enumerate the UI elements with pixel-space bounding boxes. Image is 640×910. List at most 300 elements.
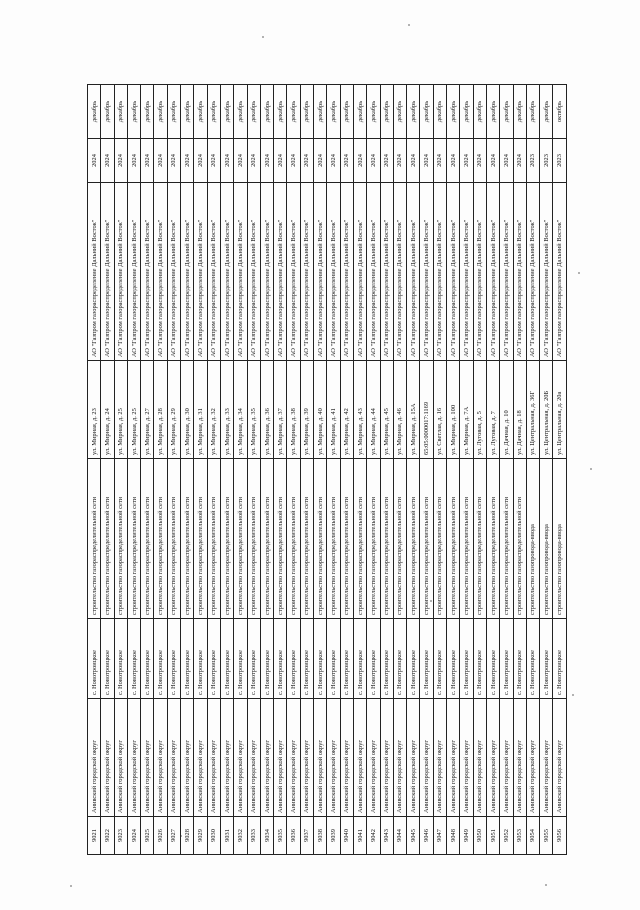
row-company: АО "Газпром газораспределение Дальний Восток" [88,183,101,361]
row-month: декабрь [327,85,340,139]
row-work-type: строительство газораспределительной сети [473,459,486,619]
row-month: декабрь [420,85,433,139]
row-number: 9055 [540,817,553,855]
table-row [407,85,420,855]
row-month: декабрь [433,85,446,139]
table-row [101,85,114,855]
scan-speck [578,272,580,274]
row-work-type: строительство газопровода-ввода [540,459,553,619]
row-month: декабрь [207,85,220,139]
row-district: Анивский городской округ [127,699,140,817]
row-company: АО "Газпром газораспределение Дальний Восток" [420,183,433,361]
row-company: АО "Газпром газораспределение Дальний Восток" [141,183,154,361]
table-row [274,85,287,855]
row-month: декабрь [380,85,393,139]
row-settlement: с. Новотроицкое [447,619,460,699]
table-row [194,85,207,855]
row-settlement: с. Новотроицкое [88,619,101,699]
row-district: Анивский городской округ [260,699,273,817]
scan-speck [70,885,72,887]
row-address: ул. Центральная, д. 36Г [526,361,539,459]
row-year: 2024 [101,139,114,183]
table-row [367,85,380,855]
row-company: АО "Газпром газораспределение Дальний Восток" [553,183,566,361]
row-year: 2024 [127,139,140,183]
row-address: ул. Мирная, д. 39 [300,361,313,459]
row-district: Анивский городской округ [407,699,420,817]
row-address: ул. Мирная, д. 28 [154,361,167,459]
row-company: АО "Газпром газораспределение Дальний Восток" [220,183,233,361]
row-year: 2024 [367,139,380,183]
row-district: Анивский городской округ [207,699,220,817]
row-district: Анивский городской округ [526,699,539,817]
row-month: декабрь [513,85,526,139]
row-address: 65:05:0000017:1169 [420,361,433,459]
row-settlement: с. Новотроицкое [486,619,499,699]
row-year: 2024 [287,139,300,183]
row-year: 2024 [300,139,313,183]
row-work-type: строительство газораспределительной сети [127,459,140,619]
row-month: декабрь [353,85,366,139]
row-company: АО "Газпром газораспределение Дальний Восток" [274,183,287,361]
row-district: Анивский городской округ [553,699,566,817]
row-number: 9043 [380,817,393,855]
row-company: АО "Газпром газораспределение Дальний Восток" [207,183,220,361]
table-row [340,85,353,855]
row-number: 9041 [353,817,366,855]
row-company: АО "Газпром газораспределение Дальний Восток" [367,183,380,361]
row-settlement: с. Новотроицкое [367,619,380,699]
row-work-type: строительство газораспределительной сети [274,459,287,619]
row-district: Анивский городской округ [486,699,499,817]
row-district: Анивский городской округ [154,699,167,817]
row-month: октябрь [553,85,566,139]
row-district: Анивский городской округ [327,699,340,817]
row-number: 9040 [340,817,353,855]
row-number: 9022 [101,817,114,855]
row-settlement: с. Новотроицкое [300,619,313,699]
row-address: ул. Мирная, д. 100 [447,361,460,459]
table-row [327,85,340,855]
row-work-type: строительство газораспределительной сети [194,459,207,619]
row-number: 9049 [460,817,473,855]
row-settlement: с. Новотроицкое [500,619,513,699]
row-work-type: строительство газораспределительной сети [460,459,473,619]
row-address: ул. Луговая, д. 7 [486,361,499,459]
row-company: АО "Газпром газораспределение Дальний Восток" [473,183,486,361]
row-number: 9028 [181,817,194,855]
row-address: ул. Мирная, д. 25 [114,361,127,459]
row-settlement: с. Новотроицкое [167,619,180,699]
row-settlement: с. Новотроицкое [207,619,220,699]
row-year: 2024 [207,139,220,183]
row-year: 2024 [260,139,273,183]
table-row [540,85,553,855]
row-work-type: строительство газораспределительной сети [234,459,247,619]
row-address: ул. Мирная, д. 31 [194,361,207,459]
row-number: 9033 [247,817,260,855]
row-company: АО "Газпром газораспределение Дальний Восток" [460,183,473,361]
row-address: ул. Центральная, д. 20Б [540,361,553,459]
row-address: ул. Мирная, д. 41 [327,361,340,459]
table-row [181,85,194,855]
row-year: 2024 [353,139,366,183]
row-district: Анивский городской округ [314,699,327,817]
row-month: декабрь [127,85,140,139]
row-work-type: строительство газораспределительной сети [486,459,499,619]
row-company: АО "Газпром газораспределение Дальний Восток" [181,183,194,361]
row-address: ул. Мирная, д. 32 [207,361,220,459]
row-address: ул. Мирная, д. 42 [340,361,353,459]
row-year: 2024 [340,139,353,183]
row-address: ул. Мирная, д. 33 [220,361,233,459]
row-company: АО "Газпром газораспределение Дальний Восток" [247,183,260,361]
row-month: декабрь [260,85,273,139]
row-settlement: с. Новотроицкое [327,619,340,699]
row-work-type: строительство газораспределительной сети [500,459,513,619]
row-work-type: строительство газораспределительной сети [247,459,260,619]
row-settlement: с. Новотроицкое [114,619,127,699]
row-settlement: с. Новотроицкое [127,619,140,699]
row-year: 2024 [154,139,167,183]
row-work-type: строительство газораспределительной сети [154,459,167,619]
row-month: декабрь [407,85,420,139]
row-year: 2024 [247,139,260,183]
table-row [393,85,406,855]
row-work-type: строительство газораспределительной сети [353,459,366,619]
row-settlement: с. Новотроицкое [181,619,194,699]
row-year: 2024 [167,139,180,183]
scan-speck [572,694,574,696]
row-address: ул. Мирная, д. 37 [274,361,287,459]
row-month: декабрь [393,85,406,139]
row-year: 2024 [513,139,526,183]
row-year: 2024 [274,139,287,183]
row-company: АО "Газпром газораспределение Дальний Восток" [513,183,526,361]
row-month: декабрь [167,85,180,139]
row-number: 9037 [300,817,313,855]
row-work-type: строительство газораспределительной сети [393,459,406,619]
row-year: 2024 [380,139,393,183]
row-company: АО "Газпром газораспределение Дальний Восток" [380,183,393,361]
row-number: 9051 [486,817,499,855]
row-number: 9031 [220,817,233,855]
row-year: 2024 [486,139,499,183]
row-district: Анивский городской округ [340,699,353,817]
row-company: АО "Газпром газораспределение Дальний Восток" [234,183,247,361]
row-year: 2024 [433,139,446,183]
table-row [114,85,127,855]
row-settlement: с. Новотроицкое [220,619,233,699]
row-settlement: с. Новотроицкое [513,619,526,699]
row-address: ул. Мирная, д. 15А [407,361,420,459]
row-work-type: строительство газораспределительной сети [447,459,460,619]
row-year: 2024 [407,139,420,183]
table-row [380,85,393,855]
row-year: 2024 [141,139,154,183]
row-number: 9054 [526,817,539,855]
row-work-type: строительство газораспределительной сети [340,459,353,619]
row-settlement: с. Новотроицкое [526,619,539,699]
row-company: АО "Газпром газораспределение Дальний Восток" [314,183,327,361]
table-row [526,85,539,855]
table-row [420,85,433,855]
row-settlement: с. Новотроицкое [460,619,473,699]
row-number: 9027 [167,817,180,855]
row-year: 2024 [234,139,247,183]
row-number: 9036 [287,817,300,855]
row-address: ул. Дачная, д. 18 [513,361,526,459]
row-year: 2024 [114,139,127,183]
row-number: 9042 [367,817,380,855]
table-row [447,85,460,855]
row-month: декабрь [114,85,127,139]
rotated-table-frame [87,85,564,855]
row-address: ул. Мирная, д. 7А [460,361,473,459]
row-number: 9056 [553,817,566,855]
row-company: АО "Газпром газораспределение Дальний Восток" [540,183,553,361]
row-company: АО "Газпром газораспределение Дальний Восток" [260,183,273,361]
row-company: АО "Газпром газораспределение Дальний Восток" [114,183,127,361]
row-year: 2024 [420,139,433,183]
row-settlement: с. Новотроицкое [380,619,393,699]
table-row [287,85,300,855]
table-rotation-wrapper [87,85,564,855]
row-settlement: с. Новотроицкое [260,619,273,699]
row-district: Анивский городской округ [101,699,114,817]
table-row [127,85,140,855]
table-row [553,85,566,855]
row-number: 9021 [88,817,101,855]
row-month: декабрь [447,85,460,139]
row-address: ул. Мирная, д. 43 [353,361,366,459]
row-company: АО "Газпром газораспределение Дальний Восток" [154,183,167,361]
row-year: 2024 [460,139,473,183]
row-work-type: строительство газораспределительной сети [88,459,101,619]
row-company: АО "Газпром газораспределение Дальний Восток" [127,183,140,361]
row-settlement: с. Новотроицкое [101,619,114,699]
row-month: декабрь [367,85,380,139]
row-company: АО "Газпром газораспределение Дальний Восток" [407,183,420,361]
row-month: декабрь [314,85,327,139]
scan-speck [262,36,264,38]
row-settlement: с. Новотроицкое [141,619,154,699]
table-row [207,85,220,855]
row-address: ул. Мирная, д. 36 [260,361,273,459]
row-district: Анивский городской округ [167,699,180,817]
row-number: 9025 [141,817,154,855]
row-work-type: строительство газораспределительной сети [220,459,233,619]
row-work-type: строительство газораспределительной сети [433,459,446,619]
row-district: Анивский городской округ [300,699,313,817]
row-settlement: с. Новотроицкое [247,619,260,699]
row-company: АО "Газпром газораспределение Дальний Восток" [340,183,353,361]
row-settlement: с. Новотроицкое [540,619,553,699]
row-work-type: строительство газораспределительной сети [513,459,526,619]
table-row [473,85,486,855]
row-number: 9026 [154,817,167,855]
row-year: 2024 [500,139,513,183]
row-number: 9047 [433,817,446,855]
works-table-body [88,85,567,855]
row-number: 9030 [207,817,220,855]
row-district: Анивский городской округ [287,699,300,817]
row-address: ул. Дачная, д. 10 [500,361,513,459]
row-settlement: с. Новотроицкое [287,619,300,699]
row-address: ул. Центральная, д. 20а [553,361,566,459]
row-work-type: строительство газораспределительной сети [407,459,420,619]
row-month: декабрь [274,85,287,139]
row-company: АО "Газпром газораспределение Дальний Восток" [287,183,300,361]
row-company: АО "Газпром газораспределение Дальний Восток" [500,183,513,361]
row-address: ул. Мирная, д. 46 [393,361,406,459]
row-work-type: строительство газораспределительной сети [420,459,433,619]
row-company: АО "Газпром газораспределение Дальний Восток" [353,183,366,361]
row-number: 9050 [473,817,486,855]
row-month: декабрь [486,85,499,139]
row-company: АО "Газпром газораспределение Дальний Восток" [327,183,340,361]
row-number: 9044 [393,817,406,855]
row-month: декабрь [234,85,247,139]
row-month: декабрь [340,85,353,139]
row-district: Анивский городской округ [141,699,154,817]
row-company: АО "Газпром газораспределение Дальний Восток" [433,183,446,361]
row-year: 2024 [473,139,486,183]
row-month: декабрь [526,85,539,139]
row-company: АО "Газпром газораспределение Дальний Восток" [300,183,313,361]
row-year: 2024 [88,139,101,183]
row-work-type: строительство газораспределительной сети [327,459,340,619]
row-month: декабрь [141,85,154,139]
row-company: АО "Газпром газораспределение Дальний Восток" [486,183,499,361]
row-year: 2024 [220,139,233,183]
row-work-type: строительство газопровода-ввода [553,459,566,619]
row-address: ул. Мирная, д. 23 [88,361,101,459]
row-district: Анивский городской округ [353,699,366,817]
row-address: ул. Мирная, д. 25 [127,361,140,459]
row-settlement: с. Новотроицкое [353,619,366,699]
row-year: 2024 [194,139,207,183]
row-month: декабрь [540,85,553,139]
row-work-type: строительство газораспределительной сети [314,459,327,619]
row-address: ул. Мирная, д. 45 [380,361,393,459]
row-settlement: с. Новотроицкое [407,619,420,699]
row-year: 2023 [553,139,566,183]
row-number: 9029 [194,817,207,855]
row-address: ул. Мирная, д. 44 [367,361,380,459]
row-month: декабрь [300,85,313,139]
row-month: декабрь [88,85,101,139]
table-row [500,85,513,855]
row-work-type: строительство газораспределительной сети [181,459,194,619]
row-work-type: строительство газораспределительной сети [114,459,127,619]
works-table [87,84,567,855]
row-number: 9052 [500,817,513,855]
row-year: 2024 [181,139,194,183]
row-year: 2023 [526,139,539,183]
table-row [314,85,327,855]
row-number: 9039 [327,817,340,855]
row-address: ул. Луговая, д. 5 [473,361,486,459]
row-work-type: строительство газораспределительной сети [207,459,220,619]
row-address: ул. Мирная, д. 29 [167,361,180,459]
row-district: Анивский городской округ [473,699,486,817]
row-work-type: строительство газораспределительной сети [260,459,273,619]
row-year: 2023 [540,139,553,183]
row-settlement: с. Новотроицкое [553,619,566,699]
row-address: ул. Мирная, д. 38 [287,361,300,459]
row-address: ул. Мирная, д. 34 [234,361,247,459]
row-district: Анивский городской округ [88,699,101,817]
row-district: Анивский городской округ [420,699,433,817]
row-work-type: строительство газораспределительной сети [167,459,180,619]
row-district: Анивский городской округ [247,699,260,817]
row-year: 2024 [314,139,327,183]
scan-speck [545,884,547,886]
row-number: 9032 [234,817,247,855]
row-work-type: строительство газораспределительной сети [380,459,393,619]
row-company: АО "Газпром газораспределение Дальний Восток" [194,183,207,361]
table-row [167,85,180,855]
row-settlement: с. Новотроицкое [154,619,167,699]
row-work-type: строительство газопровода-ввода [526,459,539,619]
row-address: ул. Светлая, д. 16 [433,361,446,459]
row-year: 2024 [393,139,406,183]
row-district: Анивский городской округ [367,699,380,817]
table-row [88,85,101,855]
table-row [460,85,473,855]
row-number: 9038 [314,817,327,855]
row-number: 9034 [260,817,273,855]
row-district: Анивский городской округ [513,699,526,817]
row-address: ул. Мирная, д. 40 [314,361,327,459]
row-settlement: с. Новотроицкое [234,619,247,699]
row-settlement: с. Новотроицкое [433,619,446,699]
row-work-type: строительство газораспределительной сети [300,459,313,619]
row-number: 9045 [407,817,420,855]
row-district: Анивский городской округ [274,699,287,817]
table-row [220,85,233,855]
row-number: 9024 [127,817,140,855]
row-work-type: строительство газораспределительной сети [141,459,154,619]
row-address: ул. Мирная, д. 30 [181,361,194,459]
row-company: АО "Газпром газораспределение Дальний Восток" [526,183,539,361]
row-number: 9053 [513,817,526,855]
row-district: Анивский городской округ [393,699,406,817]
row-work-type: строительство газораспределительной сети [367,459,380,619]
row-settlement: с. Новотроицкое [473,619,486,699]
row-district: Анивский городской округ [540,699,553,817]
table-row [300,85,313,855]
row-company: АО "Газпром газораспределение Дальний Восток" [101,183,114,361]
table-row [154,85,167,855]
row-month: декабрь [220,85,233,139]
row-settlement: с. Новотроицкое [274,619,287,699]
row-district: Анивский городской округ [460,699,473,817]
row-company: АО "Газпром газораспределение Дальний Восток" [167,183,180,361]
table-row [513,85,526,855]
row-work-type: строительство газораспределительной сети [101,459,114,619]
row-address: ул. Мирная, д. 27 [141,361,154,459]
row-month: декабрь [287,85,300,139]
row-month: декабрь [247,85,260,139]
table-row [247,85,260,855]
row-district: Анивский городской округ [220,699,233,817]
row-month: декабрь [194,85,207,139]
row-settlement: с. Новотроицкое [340,619,353,699]
row-address: ул. Мирная, д. 35 [247,361,260,459]
row-company: АО "Газпром газораспределение Дальний Восток" [393,183,406,361]
